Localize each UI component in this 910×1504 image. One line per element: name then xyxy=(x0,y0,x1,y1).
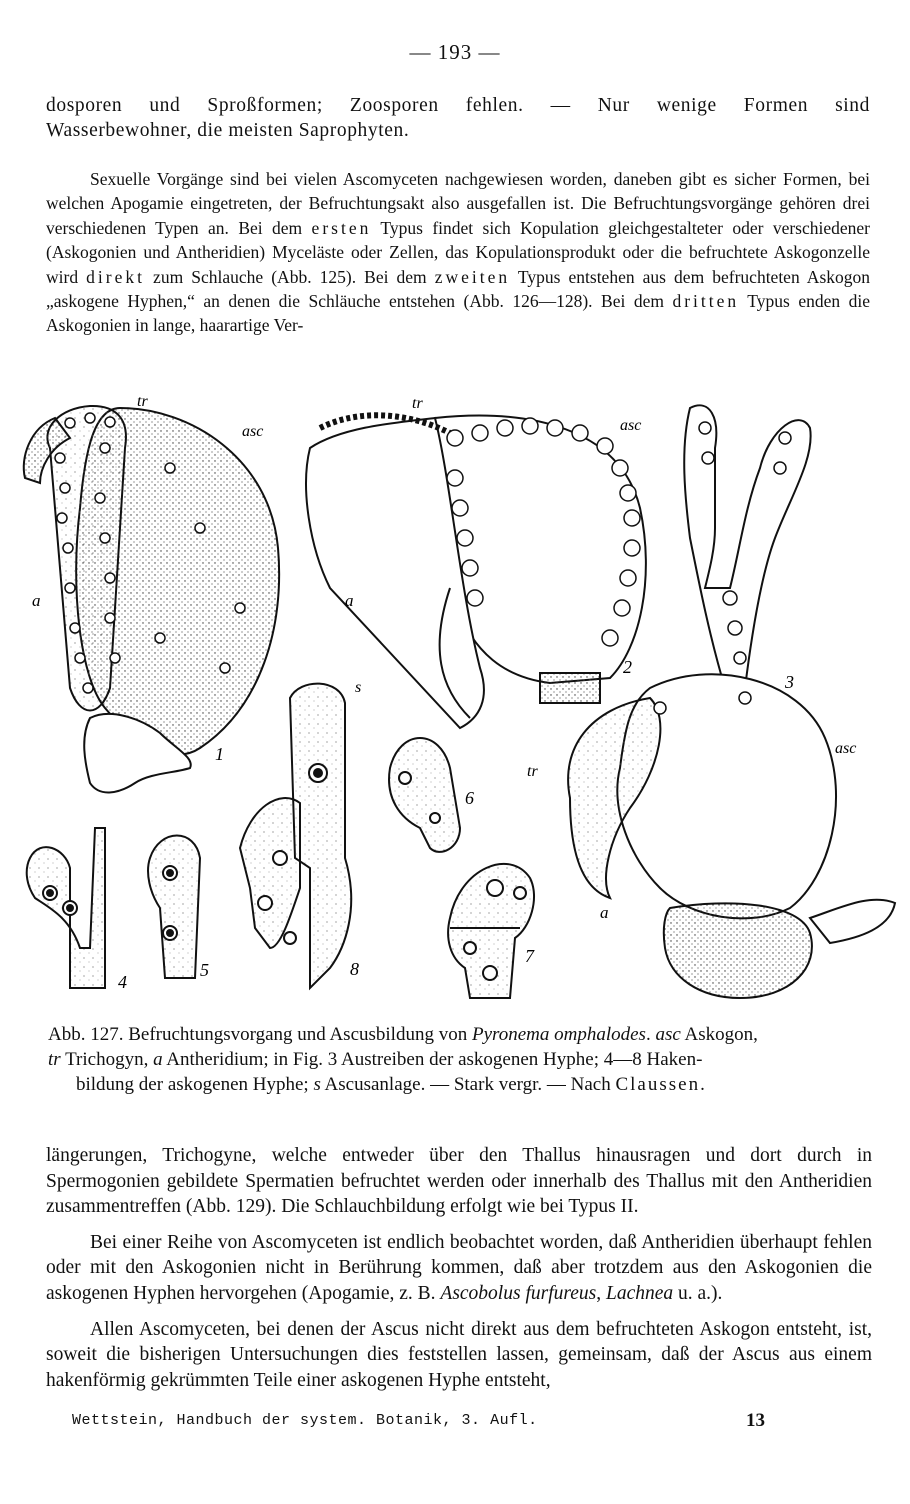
caption-species: Pyronema omphalodes xyxy=(471,1024,646,1045)
fig5-drawing xyxy=(148,836,200,979)
label-fig3-tr: tr xyxy=(527,763,538,780)
label-fig6-number: 6 xyxy=(465,788,474,808)
label-fig4-number: 4 xyxy=(118,972,127,992)
body-paragraph-2 xyxy=(46,1230,872,1307)
body-paragraph-3: Allen Ascomyceten, bei denen der Ascus nicht direkt aus dem befruchteten Askogon entsteht, ist, soweit die bisherigen Untersuchungen dies feststellen lassen, gemeinsam, daß der Ascus aus einem hakenförmig gekrümmten Teile einer askogenen Hyphe entsteht, xyxy=(46,1318,872,1391)
label-fig7-number: 7 xyxy=(525,946,534,966)
label-fig5-number: 5 xyxy=(200,960,209,980)
label-fig1-number: 1 xyxy=(215,744,224,764)
sheet-number: 13 xyxy=(746,1410,765,1431)
caption-line-2 xyxy=(48,1047,874,1072)
body-p2-species-2: Lachnea xyxy=(605,1282,674,1304)
sexual-emph-dritten: dritten xyxy=(672,291,740,312)
paragraph-sexual-text xyxy=(46,167,870,338)
caption-text-3: Askogon, xyxy=(680,1024,758,1045)
label-fig2-asc: asc xyxy=(620,417,642,434)
intro-line-1: dosporen und Sproßformen; Zoosporen fehlen. — Nur wenige Formen sind xyxy=(46,95,870,116)
caption-tr: tr xyxy=(48,1049,61,1070)
sexual-emph-ersten: ersten xyxy=(311,217,372,238)
caption-asc: asc xyxy=(655,1024,681,1045)
fig4-drawing xyxy=(27,828,105,988)
caption-a: a xyxy=(153,1049,163,1070)
caption-author: Claussen xyxy=(615,1074,701,1095)
caption-text-2: . xyxy=(645,1024,656,1045)
caption-line-3 xyxy=(48,1072,874,1097)
label-fig3-asc: asc xyxy=(835,740,857,757)
caption-text-7: Ascusanlage. — Stark vergr. — Nach xyxy=(320,1074,616,1095)
intro-line-2: Wasserbewohner, die meisten Saprophyten. xyxy=(46,119,410,141)
sexual-part-2: Typus findet sich Kopulation gleichgestalteter oder verschiedener (Askogonien und Antheridien) Myceläste oder Zellen, das Kopulationsprodukt oder die befruchtete Askogonzelle wird xyxy=(46,217,870,287)
caption-text-4: Trichogyn, xyxy=(60,1049,154,1070)
page-number: — 193 — xyxy=(409,40,501,64)
sexual-part-3: zum Schlauche (Abb. 125). Bei dem xyxy=(144,266,435,287)
caption-s: s xyxy=(313,1074,321,1095)
body-p2-sep: , xyxy=(596,1282,606,1304)
caption-line-1 xyxy=(48,1022,874,1047)
sexual-emph-direkt: direkt xyxy=(86,266,145,287)
fig1-drawing xyxy=(24,406,279,793)
intro-text xyxy=(46,94,870,143)
label-fig3-number: 3 xyxy=(785,672,794,692)
label-s: s xyxy=(355,679,362,696)
sexual-part-4: Typus entstehen aus dem befruchteten Askogon „askogene Hyphen,“ an denen die Schläuche entstehen (Abb. 126—128). Bei dem xyxy=(46,266,871,312)
fig6-drawing xyxy=(389,738,460,852)
body-paragraph-1: längerungen, Trichogyne, welche entweder über den Thallus hinausragen und dort durch in Spermogonien gebildete Spermatien befruchtet werden oder innerhalb des Thallus mit den Antheridien zusammentreffen (Abb. 129). Die Schlauchbildung erfolgt wie bei Typus II. xyxy=(46,1145,872,1218)
label-fig3-a: a xyxy=(600,903,609,922)
figure-drawing xyxy=(10,388,900,1013)
label-fig2-a: a xyxy=(345,591,354,610)
label-fig1-asc: asc xyxy=(242,423,264,440)
fig7-drawing xyxy=(448,864,534,998)
label-fig2-tr: tr xyxy=(412,395,423,412)
caption-text-8: . xyxy=(700,1074,705,1095)
caption-text-5: Antheridium; in Fig. 3 Austreiben der askogenen Hyphe; 4—8 Haken- xyxy=(162,1049,703,1070)
figure-caption xyxy=(48,1022,874,1097)
footer-source: Wettstein, Handbuch der system. Botanik, 3. Aufl. xyxy=(72,1412,538,1429)
sexual-part-5: Typus enden die Askogonien in lange, haarartige Ver- xyxy=(46,291,870,336)
sexual-emph-zweiten: zweiten xyxy=(434,266,511,287)
paragraph-sexual-processes xyxy=(46,167,870,338)
caption-text-6: bildung der askogenen Hyphe; xyxy=(76,1074,314,1095)
body-p2-species-1: Ascobolus furfureus xyxy=(440,1282,597,1304)
fig8-drawing xyxy=(240,684,351,988)
label-fig8-number: 8 xyxy=(350,959,359,979)
label-fig1-tr: tr xyxy=(137,393,148,410)
caption-text-1: Abb. 127. Befruchtungsvorgang und Ascusbildung von xyxy=(48,1024,472,1045)
figure-127-illustration xyxy=(10,388,900,1013)
body-text xyxy=(46,1143,872,1403)
sexual-part-1: Sexuelle Vorgänge sind bei vielen Ascomyceten nachgewiesen worden, daneben gibt es sicher Formen, bei welchen Apogamie eingetreten, der Befruchtungsakt also ausgefallen ist. Die Befruchtungsvorgänge gehören drei verschiedenen Typen an. Bei dem xyxy=(46,169,870,238)
label-fig1-a: a xyxy=(32,591,41,610)
body-p2-end: u. a.). xyxy=(673,1282,723,1304)
label-fig2-number: 2 xyxy=(623,657,632,677)
body-p2-start: Bei einer Reihe von Ascomyceten ist endlich beobachtet worden, daß Antheridien überhaupt fehlen oder mit den Askogonien nicht in Berührung kommen, daß aber trotzdem aus den Askogonien die askogenen Hyphen hervorgehen (Apogamie, z. B. xyxy=(46,1231,872,1304)
